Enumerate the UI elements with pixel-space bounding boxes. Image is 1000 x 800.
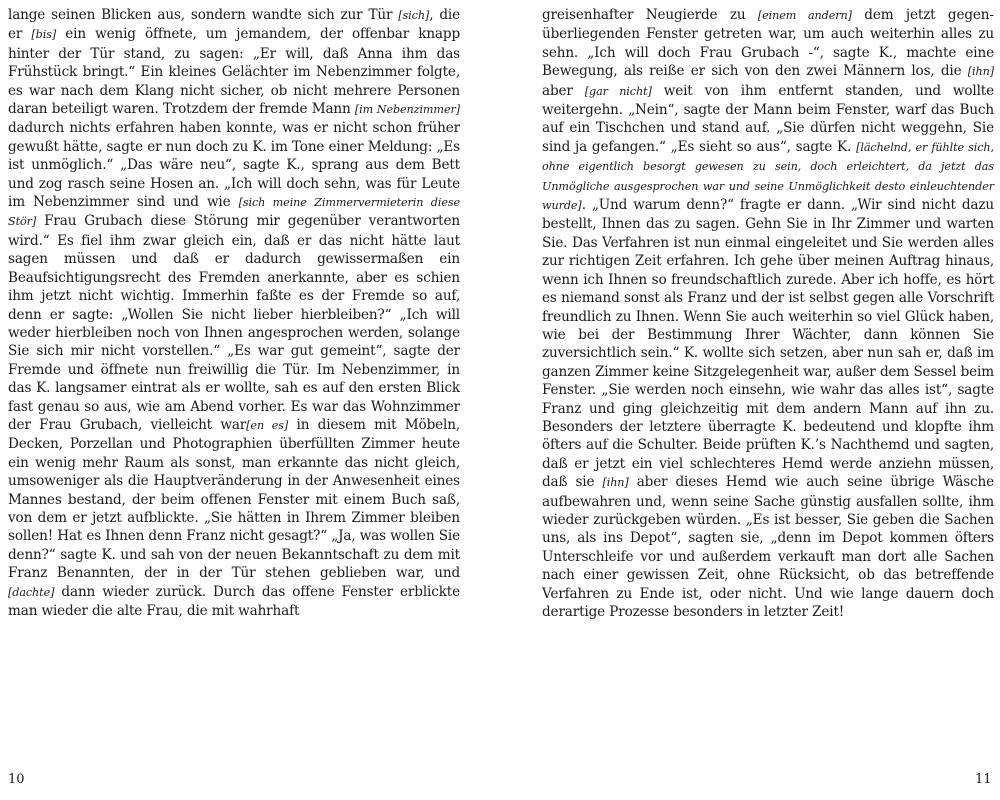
right-page-number: 11 [975,772,992,787]
right-page [542,6,994,621]
editorial-insertion: [sich meine Zimmervermieterin diese Stör] [8,196,460,229]
text-segment: dann wieder zurück. Durch das offene Fenster erblickte man wieder die alte Frau, die mit wahrhaft [8,583,460,619]
editorial-insertion: [ihn] [967,65,994,79]
text-segment: weit von ihm entfernt standen, und wollte weitergehn. „Nein“, sagte der Mann beim Fenster, warf das Buch auf ein Tischchen und stand auf. „Sie dürfen nicht weggehn, Sie sind ja gefangen.“ „Es sieht so aus“, sagte K. [542,82,994,155]
text-segment: . „Und warum denn?“ fragte er dann. „Wir sind nicht dazu bestellt, Ihnen das zu sagen. Gehn Sie in Ihr Zimmer und warten Sie. Das Verfahren ist nun einmal eingeleitet und Sie werden alles zur richtigen Zeit erfahren. Ich gehe über meinen Auftrag hinaus, wenn ich Ihnen so freundschaftlich zurede. Aber ich hoffe, es hört es niemand sonst als Franz und der ist selbst gegen alle Vorschrift freundlich zu Ihnen. Wenn Sie auch weiterhin so viel Glück haben, wie bei der Bestimmung Ihrer Wächter, dann können Sie zuversichtlich sein.“ K. wollte sich setzen, aber nun sah er, daß im ganzen Zimmer keine Sitzgelegenheit war, außer dem Sessel beim Fenster. „Sie werden noch einsehn, wie wahr das alles ist“, sagte Franz und ging gleichzeitig mit dem andern Mann auf ihn zu. Besonders der letztere überragte K. bedeutend und klopfte ihm öfters auf die Schulter. Beide prüften K.’s Nachthemd und sagten, daß er jetzt ein viel schlechteres Hemd werde anziehn müssen, daß sie [542,197,994,491]
editorial-insertion: [bis] [31,28,57,42]
text-segment: ein wenig öffnete, um jemandem, der offenbar knapp hinter der Tür stand, zu sagen: „Er will, daß Anna ihm das Frühstück bringt.“ Ein kleines Gelächter im Nebenzimmer folgte, es war nach dem Klang nicht sicher, ob nicht mehrere Personen daran beteiligt waren. Trotzdem der fremde Mann [8,26,460,118]
text-segment: Frau Grubach diese Störung mir gegenüber verantworten wird.“ Es fiel ihm zwar gleich ein, daß er das nicht hätte laut sagen müssen und daß er dadurch gewissermaßen ein Beaufsichtigungsrecht des Fremden anerkannte, aber es schien ihm jetzt nicht wichtig. Immerhin faßte es der Fremde so auf, denn er sagte: „Wollen Sie nicht lieber hierbleiben?“ „Ich will weder hierbleiben noch von Ihnen angesprochen werden, solange Sie sich mir nicht vorstellen.“ „Es war gut gemeint“, sagte der Fremde und öffnete nun freiwillig die Tür. Im Nebenzimmer, in das K. langsamer eintrat als er wollte, sah es auf den ersten Blick fast genau so aus, wie am Abend vorher. Es war das Wohnzimmer der Frau Grubach, vielleicht war [8,213,460,433]
editorial-insertion: [en es] [246,418,289,432]
editorial-insertion: [sich] [398,9,430,22]
editorial-insertion: [im Nebenzimmer] [354,103,460,117]
text-segment: dem jetzt gegenüberliegenden Fenster getreten war, um auch weiterhin alles zu sehn. „Ich will doch Frau Grubach -“, sagte K., machte eine Bewegung, als reiße er sich von den zwei Männern los, die [542,7,994,80]
text-segment: dadurch nichts erfahren haben konnte, was er nicht schon früher gewußt hätte, sagte er nun doch zu K. im Tone einer Meldung: „Es ist unmöglich.“ „Das wäre neu“, sagte K., sprang aus dem Bett und zog rasch seine Hosen an. „Ich will doch sehn, was für Leute im Nebenzimmer sind und wie [8,120,460,211]
editorial-insertion: [dachte] [8,585,55,599]
editorial-insertion: [gar nicht] [584,84,652,98]
text-segment: lange seinen Blicken aus, sondern wandte sich zur Tür [8,7,399,23]
text-segment: aber dieses Hemd wie auch seine übrige Wäsche aufbewahren und, wenn seine Sache günstig ausfallen sollte, ihm wieder zurückgeben würden. „Es ist besser, Sie geben die Sachen uns, als ins Depot“, sagten sie, „denn im Depot kommen öfters Unterschleife vor und außerdem verkauft man dort alle Sachen nach einer gewissen Zeit, ohne Rücksicht, ob das betreffende Verfahren zu Ende ist, oder nicht. Und wie lange dauern doch derartige Prozesse besonders in letzter Zeit! [542,474,995,620]
text-segment: greisenhafter Neugierde zu [542,7,758,23]
text-segment: aber [542,82,585,99]
left-page-text [8,6,460,620]
text-segment: , die er [8,7,460,43]
left-page [8,6,460,620]
text-segment: in diesem mit Möbeln, Decken, Porzellan und Photographien überfüllten Zimmer heute ein wenig mehr Raum als sonst, man erkannte das nicht gleich, umsoweniger als die Hauptveränderung in der Anwesenheit eines Mannes bestand, der beim offenen Fenster mit einem Buch saß, von dem er jetzt aufblickte. „Sie hätten in Ihrem Zimmer bleiben sollen! Hat es Ihnen denn Franz nicht gesagt?“ „Ja, was wollen Sie denn?“ sagte K. und sah von der neuen Bekanntschaft zu dem mit Franz Benannten, der in der Tür stehen geblieben war, und [8,416,460,582]
left-page-number: 10 [8,772,25,787]
editorial-insertion: [lächelnd, er fühlte sich, ohne eigentlich besorgt gewesen zu sein, doch erleichtert, da jetzt das Unmögliche ausgesprochen war und seine Unmöglichkeit desto einleuchtender wurde] [542,140,994,213]
editorial-insertion: [einem andern] [757,9,852,22]
right-page-text [542,6,994,621]
editorial-insertion: [ihn] [602,476,629,490]
